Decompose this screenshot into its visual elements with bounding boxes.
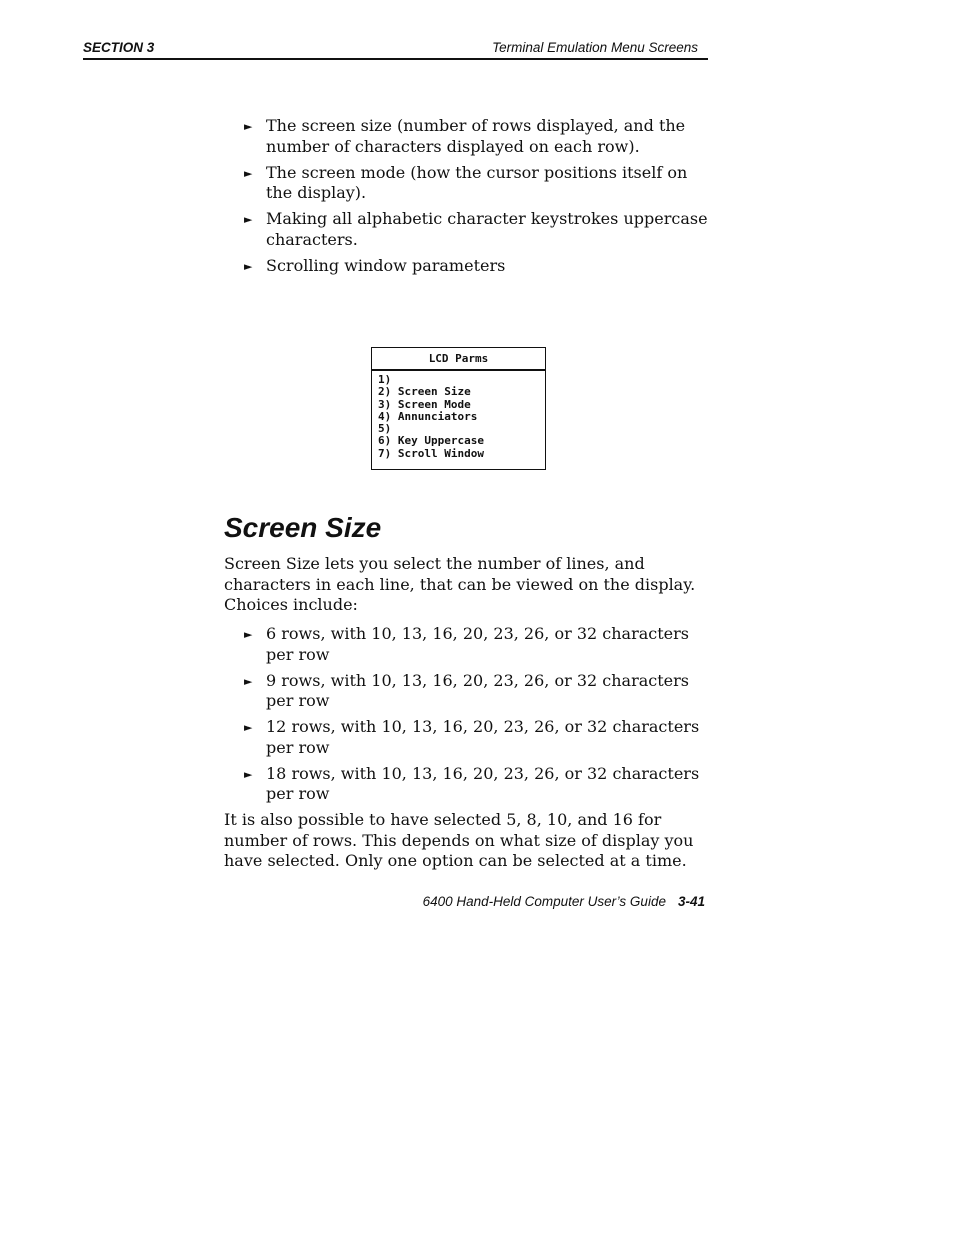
bullet-arrow-icon: ► — [244, 120, 253, 133]
lcd-menu-item: 3) Screen Mode — [378, 397, 471, 411]
list-item — [244, 671, 714, 712]
lcd-menu-item: 4) Annunciators — [378, 409, 478, 423]
intro-paragraph: Screen Size lets you select the number of lines, and characters in each line, that can be viewed on the display. Choices include: — [224, 554, 696, 614]
bullet-arrow-icon: ► — [244, 166, 253, 180]
page-header — [83, 39, 708, 60]
list-item-text: Making all alphabetic character keystrokes uppercase characters. — [266, 209, 708, 249]
page-footer — [300, 894, 705, 909]
guide-title: 6400 Hand-Held Computer User’s Guide — [422, 894, 666, 909]
closing-paragraph: It is also possible to have selected 5, 8, 10, and 16 for number of rows. This depends on what size of display you have selected. Only one option can be selected at a time. — [224, 810, 694, 870]
page-number: 3-41 — [677, 894, 705, 909]
bullet-arrow-icon: ► — [244, 721, 253, 734]
lcd-parms-screen — [371, 347, 546, 470]
list-item-text: 6 rows, with 10, 13, 16, 20, 23, 26, or 32 characters per row — [266, 624, 689, 664]
feature-list — [244, 116, 714, 282]
lcd-menu-list — [372, 371, 545, 460]
list-item — [244, 116, 714, 157]
bullet-arrow-icon: ► — [244, 674, 253, 688]
bullet-arrow-icon: ► — [244, 213, 253, 226]
list-item-text: The screen mode (how the cursor positions itself on the display). — [266, 162, 688, 202]
list-item — [244, 624, 714, 665]
list-item — [244, 209, 714, 250]
list-item — [244, 764, 714, 805]
lcd-menu-item: 5) — [378, 422, 392, 436]
list-item — [244, 256, 714, 277]
lcd-menu-item: 2) Screen Size — [378, 385, 471, 399]
bullet-arrow-icon: ► — [244, 628, 253, 641]
list-item-text: Scrolling window parameters — [266, 255, 506, 275]
list-item — [244, 163, 714, 204]
list-item — [244, 717, 714, 758]
section-heading: Screen Size — [224, 512, 382, 543]
lcd-menu-item: 6) Key Uppercase — [378, 434, 484, 448]
lcd-menu-item: 7) Scroll Window — [378, 446, 484, 460]
bullet-arrow-icon: ► — [244, 259, 253, 273]
chapter-title: Terminal Emulation Menu Screens — [492, 40, 698, 55]
lcd-menu-title: LCD Parms — [372, 348, 545, 371]
list-item-text: 9 rows, with 10, 13, 16, 20, 23, 26, or 32 characters per row — [266, 670, 689, 710]
section-label: SECTION 3 — [83, 40, 155, 55]
bullet-arrow-icon: ► — [244, 767, 253, 781]
lcd-menu-item: 1) — [378, 373, 392, 386]
list-item-text: 12 rows, with 10, 13, 16, 20, 23, 26, or 32 characters per row — [266, 717, 700, 757]
row-options-list — [244, 624, 714, 810]
list-item-text: The screen size (number of rows displayed, and the number of characters displayed on each row). — [266, 116, 686, 156]
list-item-text: 18 rows, with 10, 13, 16, 20, 23, 26, or 32 characters per row — [266, 763, 700, 803]
